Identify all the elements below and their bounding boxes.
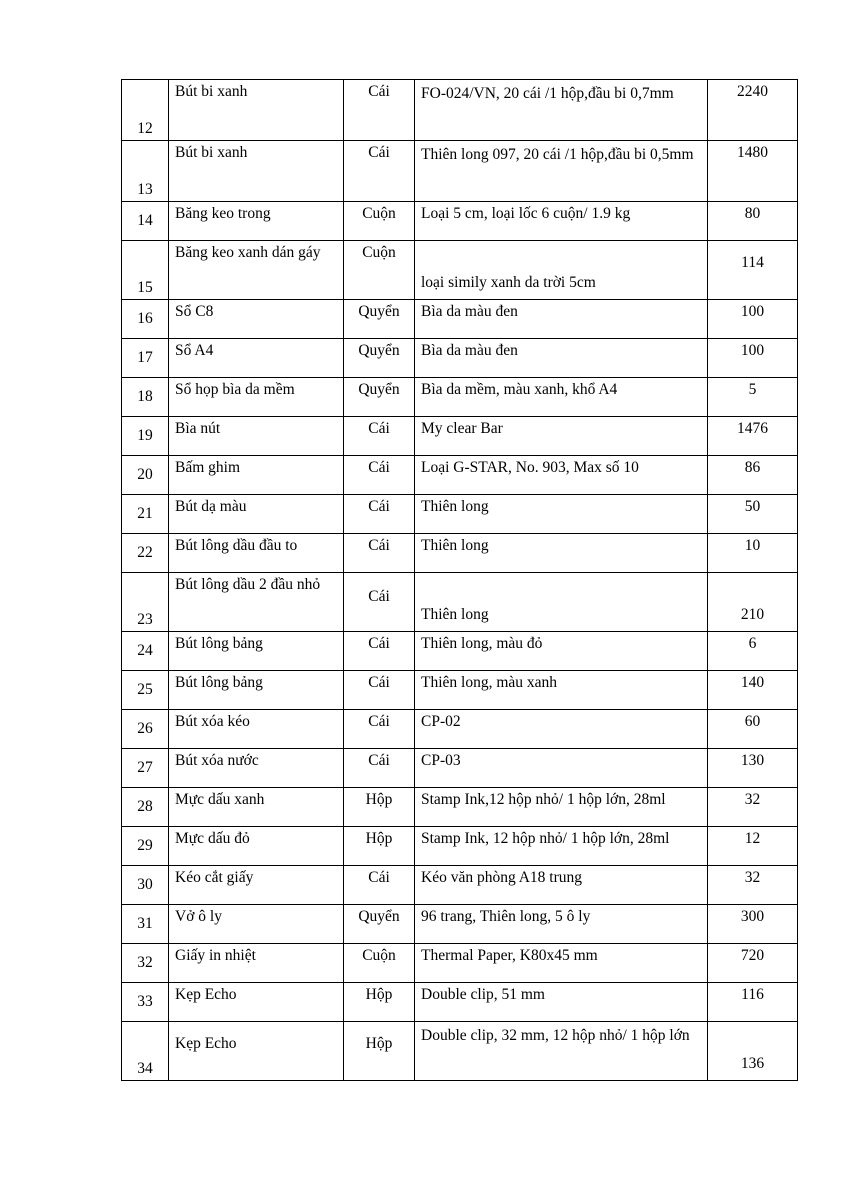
item-name: Bút lông dầu đầu to	[169, 534, 344, 573]
item-name: Bút xóa kéo	[169, 710, 344, 749]
table-row	[122, 534, 798, 573]
item-spec: Kéo văn phòng A18 trung	[415, 866, 708, 905]
table-row	[122, 944, 798, 983]
item-name: Bút bi xanh	[169, 80, 344, 141]
table-row	[122, 378, 798, 417]
item-spec: Bìa da màu đen	[415, 339, 708, 378]
table-row	[122, 241, 798, 300]
item-quantity: 2240	[708, 80, 798, 141]
row-number: 20	[122, 456, 169, 495]
row-number: 33	[122, 983, 169, 1022]
row-number: 32	[122, 944, 169, 983]
item-name: Bút lông bảng	[169, 632, 344, 671]
item-spec: Thiên long	[415, 534, 708, 573]
item-spec: Double clip, 51 mm	[415, 983, 708, 1022]
table-row	[122, 339, 798, 378]
item-unit: Quyển	[344, 905, 415, 944]
item-name: Sổ C8	[169, 300, 344, 339]
table-row	[122, 456, 798, 495]
item-spec: Stamp Ink, 12 hộp nhỏ/ 1 hộp lớn, 28ml	[415, 827, 708, 866]
table-row	[122, 300, 798, 339]
item-unit: Cái	[344, 632, 415, 671]
row-number: 27	[122, 749, 169, 788]
item-unit: Cuộn	[344, 202, 415, 241]
row-number: 31	[122, 905, 169, 944]
item-spec: Stamp Ink,12 hộp nhỏ/ 1 hộp lớn, 28ml	[415, 788, 708, 827]
item-quantity: 1480	[708, 141, 798, 202]
row-number: 23	[122, 573, 169, 632]
row-number: 29	[122, 827, 169, 866]
item-unit: Cuộn	[344, 944, 415, 983]
item-quantity: 1476	[708, 417, 798, 456]
item-name: Mực dấu xanh	[169, 788, 344, 827]
row-number: 15	[122, 241, 169, 300]
table-row	[122, 866, 798, 905]
item-unit: Cuộn	[344, 241, 415, 300]
item-spec: Thiên long	[415, 573, 708, 632]
item-quantity: 100	[708, 339, 798, 378]
item-name: Bút lông bảng	[169, 671, 344, 710]
item-spec: Thiên long, màu xanh	[415, 671, 708, 710]
item-quantity: 50	[708, 495, 798, 534]
item-name: Băng keo xanh dán gáy	[169, 241, 344, 300]
table-row	[122, 983, 798, 1022]
item-quantity: 210	[708, 573, 798, 632]
item-quantity: 32	[708, 788, 798, 827]
item-unit: Cái	[344, 417, 415, 456]
table-row	[122, 141, 798, 202]
item-name: Kéo cắt giấy	[169, 866, 344, 905]
item-quantity: 10	[708, 534, 798, 573]
row-number: 21	[122, 495, 169, 534]
item-spec: Thiên long 097, 20 cái /1 hộp,đầu bi 0,5mm	[415, 141, 708, 202]
item-spec: Loại G-STAR, No. 903, Max số 10	[415, 456, 708, 495]
table-row	[122, 80, 798, 141]
item-unit: Cái	[344, 456, 415, 495]
row-number: 22	[122, 534, 169, 573]
item-unit: Hộp	[344, 827, 415, 866]
item-quantity: 32	[708, 866, 798, 905]
item-unit: Hộp	[344, 1022, 415, 1081]
item-spec: Thiên long	[415, 495, 708, 534]
item-name: Sổ A4	[169, 339, 344, 378]
item-unit: Hộp	[344, 983, 415, 1022]
item-unit: Quyển	[344, 339, 415, 378]
row-number: 24	[122, 632, 169, 671]
item-spec: Thermal Paper, K80x45 mm	[415, 944, 708, 983]
item-quantity: 60	[708, 710, 798, 749]
item-name: Giấy in nhiệt	[169, 944, 344, 983]
item-spec: CP-03	[415, 749, 708, 788]
item-quantity: 300	[708, 905, 798, 944]
item-name: Sổ họp bìa da mềm	[169, 378, 344, 417]
item-quantity: 80	[708, 202, 798, 241]
row-number: 30	[122, 866, 169, 905]
item-name: Bút lông dầu 2 đầu nhỏ	[169, 573, 344, 632]
item-quantity: 720	[708, 944, 798, 983]
item-name: Bấm ghim	[169, 456, 344, 495]
item-unit: Quyển	[344, 300, 415, 339]
item-unit: Cái	[344, 141, 415, 202]
item-unit: Cái	[344, 710, 415, 749]
item-spec: CP-02	[415, 710, 708, 749]
item-spec: Loại 5 cm, loại lốc 6 cuộn/ 1.9 kg	[415, 202, 708, 241]
item-spec: loại simily xanh da trời 5cm	[415, 241, 708, 300]
table-row	[122, 749, 798, 788]
row-number: 13	[122, 141, 169, 202]
table-row	[122, 1022, 798, 1081]
item-unit: Cái	[344, 749, 415, 788]
supplies-table	[121, 79, 798, 1081]
item-name: Kẹp Echo	[169, 983, 344, 1022]
table-row	[122, 710, 798, 749]
row-number: 26	[122, 710, 169, 749]
item-unit: Cái	[344, 866, 415, 905]
item-name: Băng keo trong	[169, 202, 344, 241]
item-name: Bút bi xanh	[169, 141, 344, 202]
row-number: 12	[122, 80, 169, 141]
item-spec: Bìa da mềm, màu xanh, khổ A4	[415, 378, 708, 417]
item-quantity: 100	[708, 300, 798, 339]
item-quantity: 136	[708, 1022, 798, 1081]
item-quantity: 116	[708, 983, 798, 1022]
table-row	[122, 905, 798, 944]
item-quantity: 5	[708, 378, 798, 417]
item-quantity: 140	[708, 671, 798, 710]
row-number: 25	[122, 671, 169, 710]
row-number: 28	[122, 788, 169, 827]
item-spec: Thiên long, màu đỏ	[415, 632, 708, 671]
item-unit: Cái	[344, 534, 415, 573]
table-row	[122, 827, 798, 866]
item-quantity: 6	[708, 632, 798, 671]
table-row	[122, 495, 798, 534]
item-spec: My clear Bar	[415, 417, 708, 456]
item-name: Mực dấu đỏ	[169, 827, 344, 866]
row-number: 19	[122, 417, 169, 456]
row-number: 17	[122, 339, 169, 378]
row-number: 34	[122, 1022, 169, 1081]
item-unit: Cái	[344, 573, 415, 632]
item-spec: FO-024/VN, 20 cái /1 hộp,đầu bi 0,7mm	[415, 80, 708, 141]
table-row	[122, 788, 798, 827]
item-quantity: 86	[708, 456, 798, 495]
item-quantity: 12	[708, 827, 798, 866]
item-quantity: 130	[708, 749, 798, 788]
item-name: Vở ô ly	[169, 905, 344, 944]
item-name: Bút xóa nước	[169, 749, 344, 788]
item-spec: Double clip, 32 mm, 12 hộp nhỏ/ 1 hộp lớn	[415, 1022, 708, 1081]
row-number: 14	[122, 202, 169, 241]
item-unit: Quyển	[344, 378, 415, 417]
table-row	[122, 202, 798, 241]
item-spec: 96 trang, Thiên long, 5 ô ly	[415, 905, 708, 944]
item-name: Bút dạ màu	[169, 495, 344, 534]
item-spec: Bìa da màu đen	[415, 300, 708, 339]
item-quantity: 114	[708, 241, 798, 300]
row-number: 18	[122, 378, 169, 417]
item-unit: Cái	[344, 80, 415, 141]
item-name: Kẹp Echo	[169, 1022, 344, 1081]
table-row	[122, 671, 798, 710]
item-unit: Hộp	[344, 788, 415, 827]
item-unit: Cái	[344, 671, 415, 710]
table-row	[122, 417, 798, 456]
table-row	[122, 632, 798, 671]
table-row	[122, 573, 798, 632]
item-unit: Cái	[344, 495, 415, 534]
row-number: 16	[122, 300, 169, 339]
item-name: Bìa nút	[169, 417, 344, 456]
